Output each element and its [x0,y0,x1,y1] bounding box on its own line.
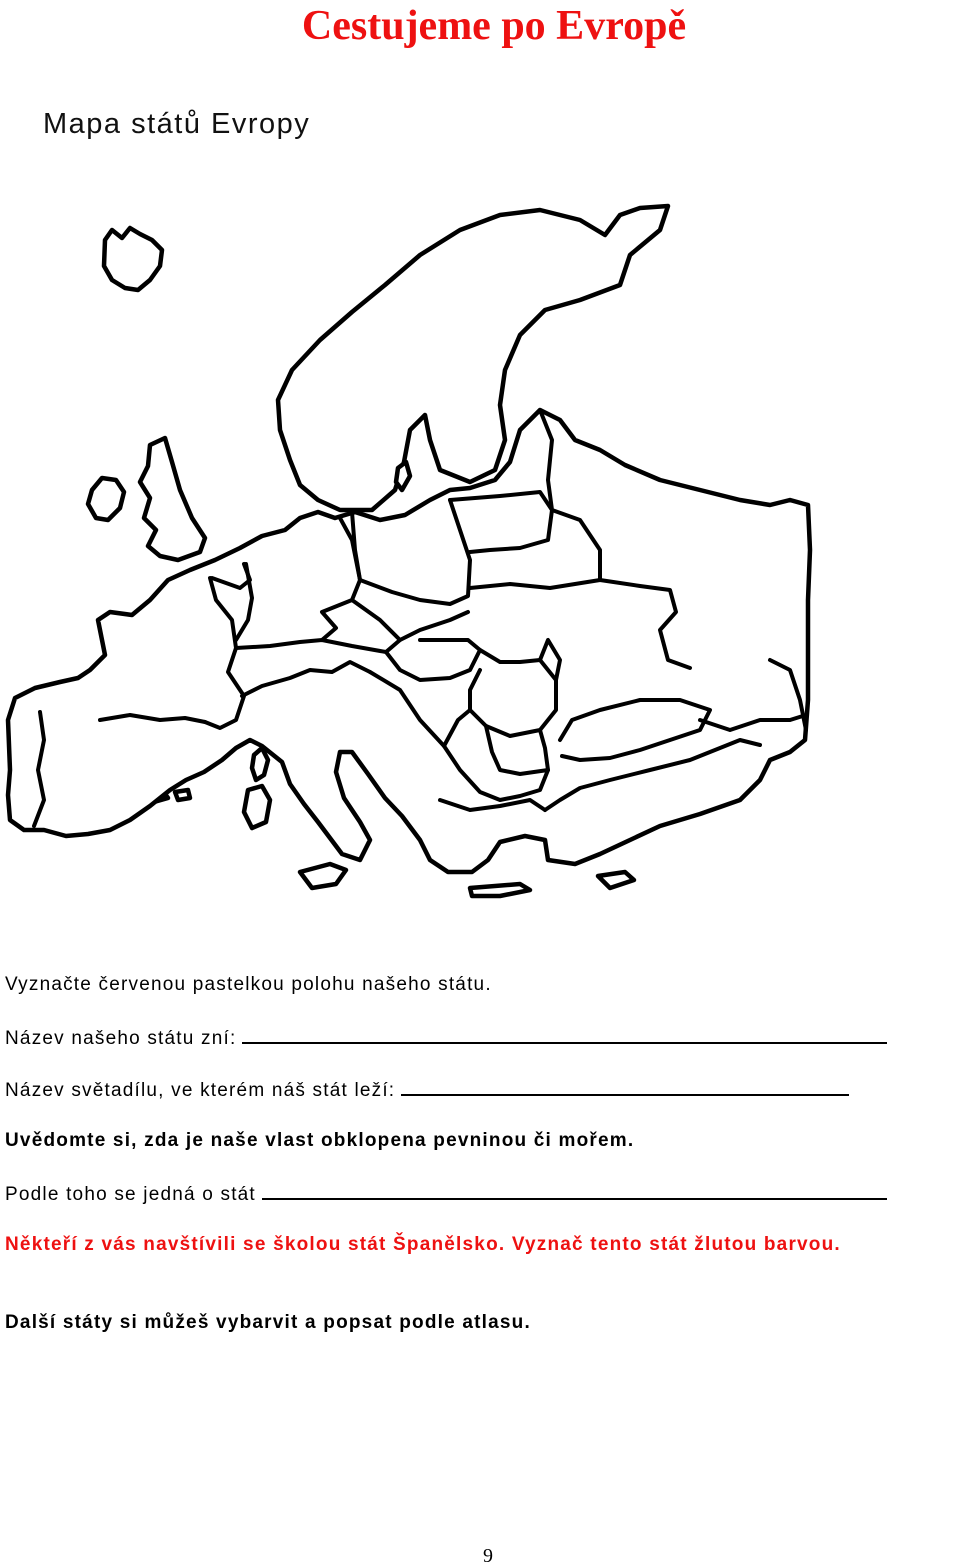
gotland-shape [396,462,410,490]
corsica-shape [252,748,268,780]
question-continent-row [5,1076,849,1104]
question-state-type-label: Podle toho se jedná o stát [5,1184,256,1205]
question-state-name-row [5,1024,887,1052]
state-type-answer-field[interactable] [262,1180,887,1200]
page-title: Cestujeme po Evropě [301,3,687,49]
crete-shape [470,884,530,896]
question-state-type-row [5,1180,887,1208]
balearic-islands-small-shape [175,790,190,800]
spain-task: Někteří z vás navštívili se školou stát Španělsko. Vyznač tento stát žlutou barvou. [5,1234,841,1255]
sicily-shape [300,864,346,888]
cyprus-shape [598,872,634,888]
iceland-shape [104,228,162,290]
page-number: 9 [483,1545,493,1567]
great-britain-shape [140,438,205,560]
sardinia-shape [244,786,270,828]
question-continent-label: Název světadílu, ve kterém náš stát leží: [5,1080,396,1101]
europe-outline-map [0,200,820,930]
question-state-name-label: Název našeho státu zní: [5,1028,237,1049]
page-subtitle: Mapa států Evropy [43,108,311,140]
europe-map-svg [0,200,820,930]
state-name-answer-field[interactable] [242,1024,887,1044]
question-land-or-sea: Uvědomte si, zda je naše vlast obklopena pevninou či mořem. [5,1130,635,1151]
continent-answer-field[interactable] [401,1076,849,1096]
instruction-mark-state: Vyznačte červenou pastelkou polohu našeho státu. [5,974,492,995]
atlas-task: Další státy si můžeš vybarvit a popsat podle atlasu. [5,1312,531,1333]
ireland-shape [88,478,124,520]
